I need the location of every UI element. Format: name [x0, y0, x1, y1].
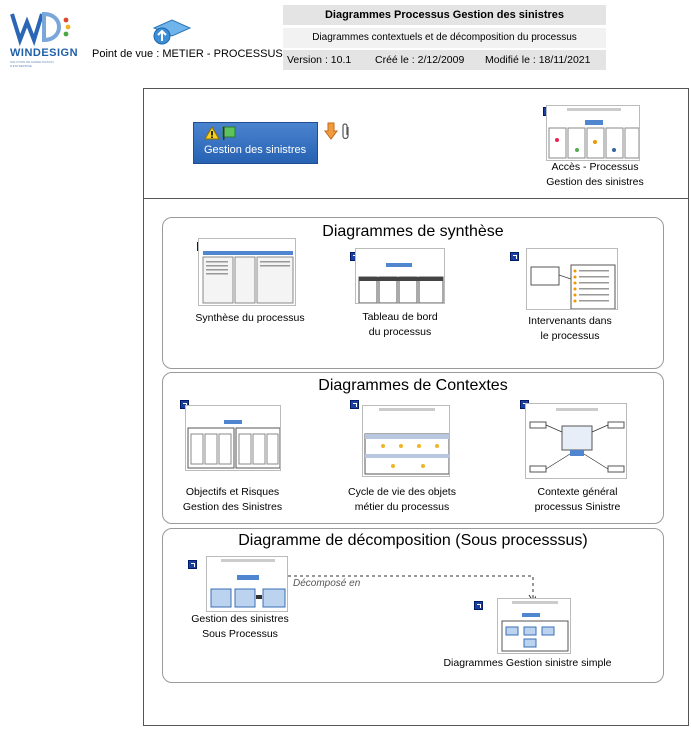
- viewpoint-label: Point de vue : METIER - PROCESSUS: [92, 48, 283, 60]
- windesign-logo-icon: [10, 10, 72, 48]
- caption-line2: processus Sinistre: [534, 501, 621, 513]
- caption-line1: Diagrammes Gestion sinistre simple: [443, 657, 612, 669]
- caption-line2: Sous Processus: [202, 628, 278, 640]
- access-thumbnail[interactable]: [546, 105, 640, 161]
- paperclip-icon[interactable]: [341, 122, 351, 145]
- access-caption: [540, 160, 650, 190]
- thumb-tableau-de-bord[interactable]: [355, 248, 445, 304]
- caption-gestion-sinistre-simple: [430, 656, 625, 671]
- caption-line2: métier du processus: [354, 501, 450, 513]
- thumb-objectifs-risques[interactable]: [185, 405, 281, 471]
- logo-text: WINDESIGN: [10, 47, 79, 59]
- access-caption-line2: Gestion des sinistres: [546, 176, 644, 188]
- caption-objectifs-risques: [165, 485, 300, 515]
- caption-line1: Intervenants dans: [528, 315, 612, 327]
- caption-tableau-de-bord: [340, 310, 460, 340]
- access-caption-line1: Accès - Processus: [551, 161, 639, 173]
- modified-label: Modifié le : 18/11/2021: [485, 54, 591, 66]
- thumb-contexte-general[interactable]: [525, 403, 627, 479]
- caption-line2: du processus: [368, 326, 432, 338]
- panel-synthese-title: Diagrammes de synthèse: [322, 223, 504, 240]
- shortcut-icon[interactable]: [350, 400, 359, 409]
- created-label: Créé le : 2/12/2009: [375, 54, 465, 66]
- logo-tagline: SOLUTION DE MODELISATION D'ENTREPRISE: [10, 60, 54, 68]
- diagram-subtitle: Diagrammes contextuels et de décomposition du processus: [283, 28, 606, 48]
- panel-decomposition-title: Diagramme de décomposition (Sous processsus): [238, 532, 588, 549]
- process-gestion-sinistres[interactable]: [193, 122, 318, 164]
- diagram-info-box: [283, 5, 606, 65]
- caption-line1: Objectifs et Risques: [185, 486, 280, 498]
- version-label: Version : 10.1: [287, 54, 352, 66]
- caption-line1: Contexte général: [537, 486, 618, 498]
- thumb-sous-processus[interactable]: [206, 556, 288, 612]
- caption-synthese-processus: [180, 311, 320, 326]
- caption-line1: Gestion des sinistres: [191, 613, 289, 625]
- process-label: Gestion des sinistres: [204, 144, 307, 156]
- thumb-cycle-de-vie[interactable]: [362, 405, 450, 477]
- caption-line1: Tableau de bord: [362, 311, 438, 323]
- thumb-synthese-processus[interactable]: [198, 238, 296, 306]
- frame-divider: [143, 198, 689, 199]
- diagram-meta: [283, 50, 606, 70]
- shortcut-icon[interactable]: [188, 560, 197, 569]
- flag-icon: [222, 126, 236, 143]
- diagram-title: Diagrammes Processus Gestion des sinistres: [283, 5, 606, 25]
- caption-cycle-de-vie: [332, 485, 472, 515]
- caption-line2: Gestion des Sinistres: [182, 501, 283, 513]
- warning-icon: [204, 126, 220, 143]
- shortcut-icon[interactable]: [474, 601, 483, 610]
- caption-contexte-general: [515, 485, 640, 515]
- arrow-down-icon[interactable]: [324, 122, 338, 145]
- caption-line2: le processus: [540, 330, 600, 342]
- caption-line1: Cycle de vie des objets: [348, 486, 456, 498]
- caption-sous-processus: [180, 612, 300, 642]
- thumb-gestion-sinistre-simple[interactable]: [497, 598, 571, 654]
- caption-line1: Synthèse du processus: [195, 312, 305, 324]
- caption-intervenants: [510, 314, 630, 344]
- panel-contextes-title: Diagrammes de Contextes: [318, 377, 508, 394]
- shortcut-icon[interactable]: [510, 252, 519, 261]
- decomposition-link-label: Décomposé en: [293, 578, 361, 589]
- thumb-intervenants[interactable]: [526, 248, 618, 310]
- viewpoint-icon: [150, 18, 194, 48]
